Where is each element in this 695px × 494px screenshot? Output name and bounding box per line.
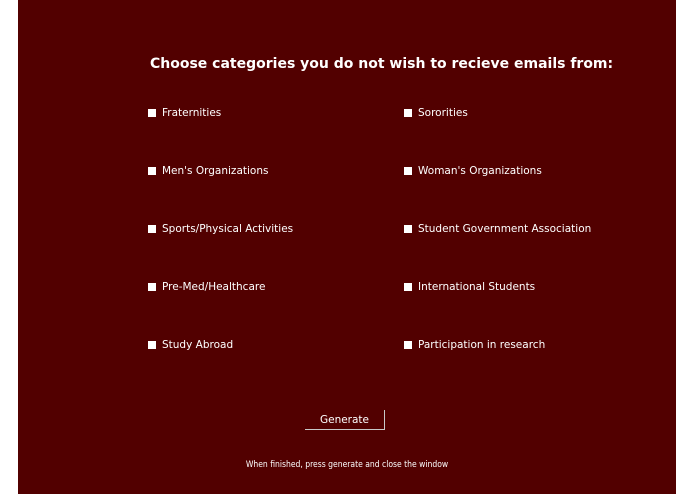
option-label: Woman's Organizations — [418, 165, 542, 177]
option-label: Student Government Association — [418, 223, 592, 235]
option-label: Participation in research — [418, 339, 546, 351]
mens-organizations-checkbox[interactable] — [148, 167, 156, 175]
option-label: Fraternities — [162, 107, 222, 119]
option-sports-physical-activities[interactable] — [148, 223, 293, 235]
international-students-checkbox[interactable] — [404, 283, 412, 291]
option-mens-organizations[interactable] — [148, 165, 268, 177]
study-abroad-checkbox[interactable] — [148, 341, 156, 349]
fraternities-checkbox[interactable] — [148, 109, 156, 117]
option-participation-in-research[interactable] — [404, 339, 545, 351]
womans-organizations-checkbox[interactable] — [404, 167, 412, 175]
option-fraternities[interactable] — [148, 107, 221, 119]
option-womans-organizations[interactable] — [404, 165, 542, 177]
option-label: Sororities — [418, 107, 468, 119]
sga-checkbox[interactable] — [404, 225, 412, 233]
page-title: Choose categories you do not wish to recieve emails from: — [150, 56, 614, 72]
option-pre-med-healthcare[interactable] — [148, 281, 265, 293]
option-sororities[interactable] — [404, 107, 468, 119]
research-checkbox[interactable] — [404, 341, 412, 349]
option-label: Sports/Physical Activities — [162, 223, 294, 235]
sororities-checkbox[interactable] — [404, 109, 412, 117]
option-international-students[interactable] — [404, 281, 535, 293]
option-student-government-association[interactable] — [404, 223, 591, 235]
option-label: International Students — [418, 281, 536, 293]
generate-button[interactable]: Generate — [305, 410, 385, 430]
pre-med-checkbox[interactable] — [148, 283, 156, 291]
option-label: Men's Organizations — [162, 165, 269, 177]
option-label: Pre-Med/Healthcare — [162, 281, 266, 293]
option-study-abroad[interactable] — [148, 339, 233, 351]
app-window — [18, 0, 676, 494]
option-label: Study Abroad — [162, 339, 234, 351]
sports-checkbox[interactable] — [148, 225, 156, 233]
footer-note: When finished, press generate and close the window — [245, 460, 449, 470]
